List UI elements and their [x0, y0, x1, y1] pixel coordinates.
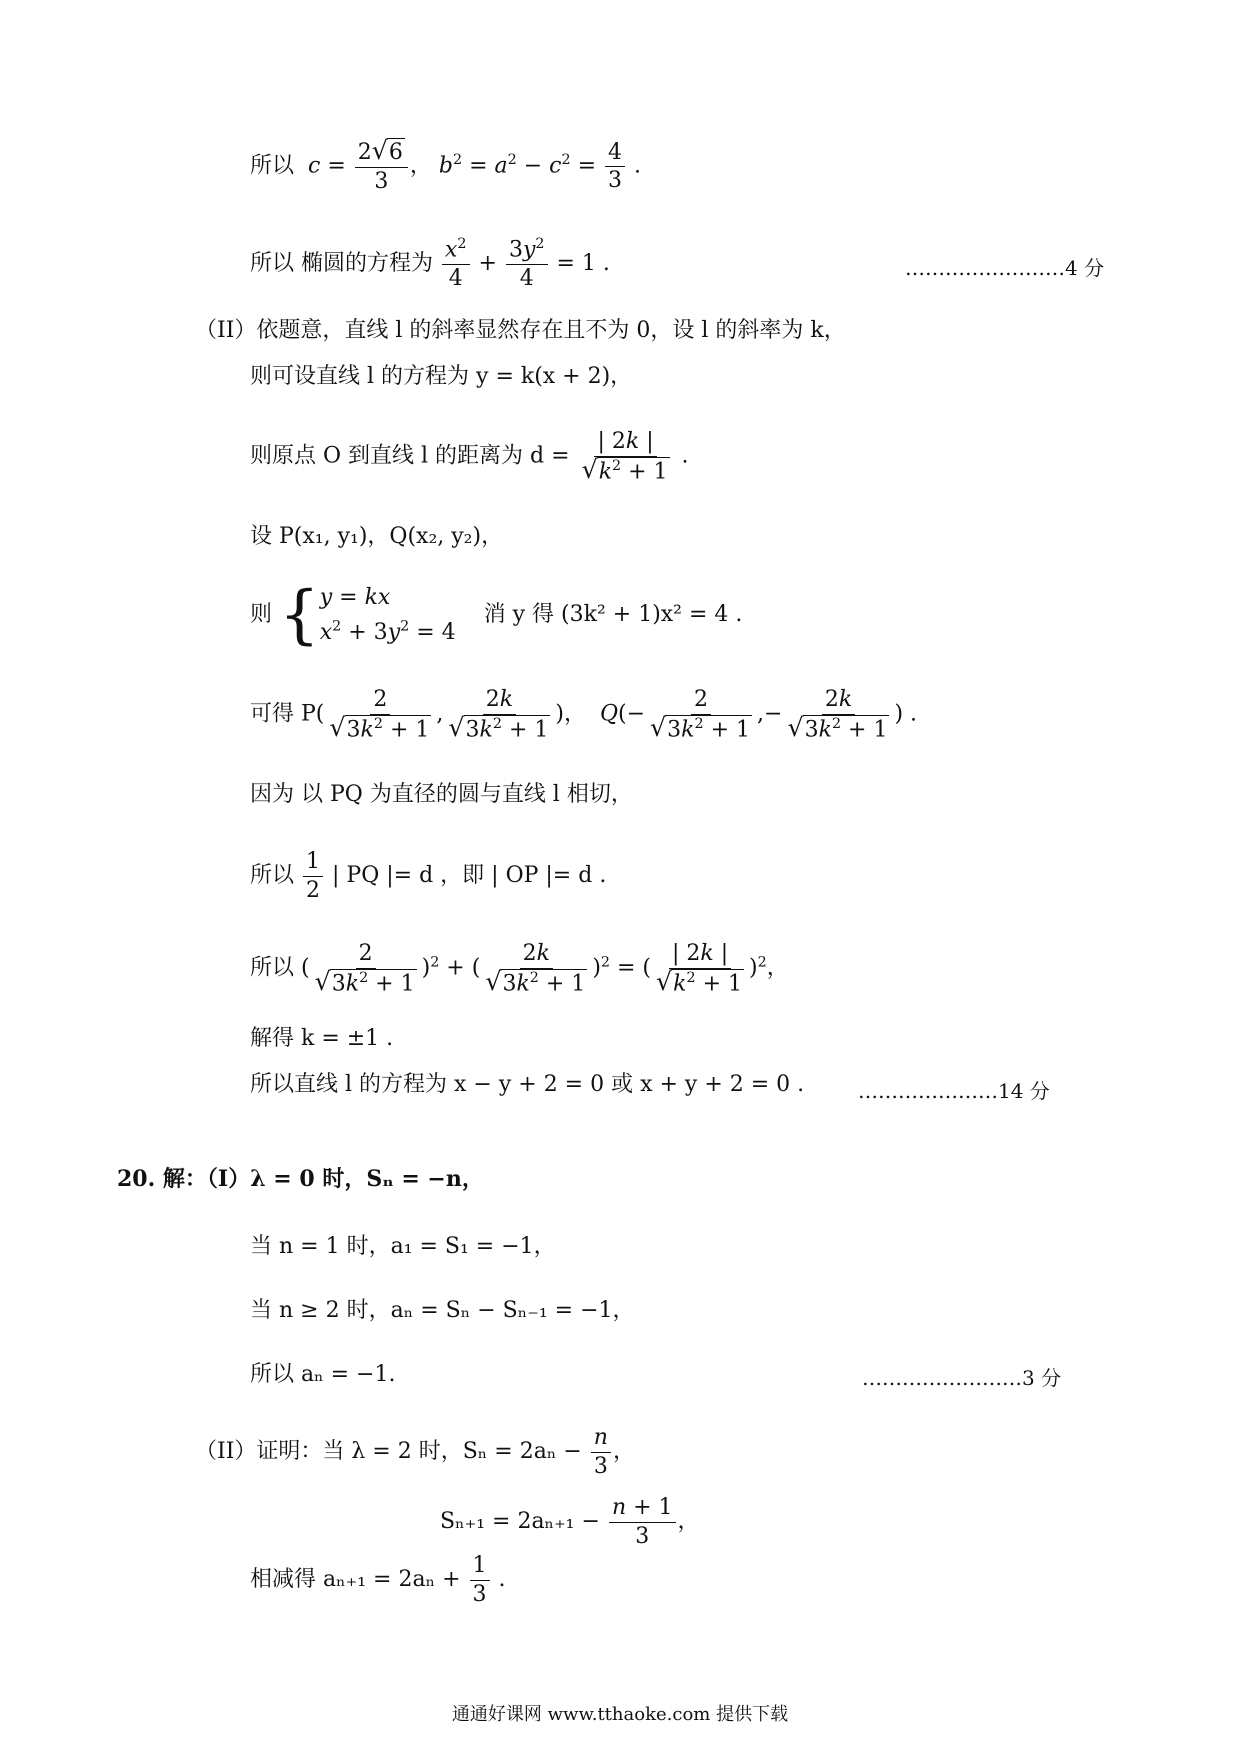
frac-4-3: $\frac{4}{3}$	[605, 139, 625, 195]
line-c-b: 所以 c = 2 √ 6 3 ， $b^2 = a^2 - c^2$ = $\frac{4}{3}$ .	[250, 136, 642, 194]
line-distance: 则原点 O 到直线 l 的距离为 d = | 2k | √ $k^2 + 1$ .	[250, 429, 689, 484]
score-3: ……………………3 分	[862, 1366, 1062, 1390]
label-suoyi: 所以	[250, 153, 295, 179]
q20-head: 20. 解：（I）λ = 0 时，Sₙ = −n，	[117, 1166, 484, 1192]
q20-line3: 当 n ≥ 2 时，aₙ = Sₙ − Sₙ₋₁ = −1，	[250, 1298, 635, 1323]
line-square-eq: 所以 ( 2 √ $3k^2 + 1$ )$^2$ + ( 2k √ $3k^2 + 1$ )$^2$ = ( | 2k | √ $k^2 + 1$ )$^2$，	[250, 941, 789, 996]
line-result-lines: 所以直线 l 的方程为 x − y + 2 = 0 或 x + y + 2 = 0 .	[250, 1072, 805, 1097]
line-tangent: 因为 以 PQ 为直径的圆与直线 l 相切，	[250, 782, 633, 807]
equation-system: { y = kx $x^2 + 3y^2 = 4$	[279, 578, 456, 653]
line-line-eq: 则可设直线 l 的方程为 y = k(x + 2)，	[250, 364, 633, 389]
line-half-pq: 所以 $\frac{1}{2}$ | PQ |= d ，即 | OP |= d .	[250, 849, 607, 903]
score-14: …………………14 分	[858, 1079, 1050, 1103]
q20-line5: （II）证明：当 λ = 2 时，Sₙ = 2aₙ − $\frac{n}{3}$ ，	[195, 1425, 635, 1479]
line-system: 则 { y = kx $x^2 + 3y^2 = 4$ 消 y 得 (3k² + 1)x² = 4 .	[250, 578, 743, 653]
line-pq-coords: 可得 P( 2 √ $3k^2 + 1$ , 2k √ $3k^2 + 1$ )， Q(− 2 √ $3k^2 + 1$ ,− 2k √ $3k^2 + 1$ ) .	[250, 687, 918, 742]
score-4: ……………………4 分	[905, 256, 1105, 280]
line-part2-intro: （II）依题意，直线 l 的斜率显然存在且不为 0，设 l 的斜率为 k，	[195, 318, 846, 343]
frac-2sqrt6-3: 2 √ 6 3	[355, 138, 408, 195]
label-ellipse: 所以 椭圆的方程为	[250, 251, 433, 277]
line-solve-k: 解得 k = ±1 .	[250, 1026, 394, 1051]
q20-line2: 当 n = 1 时，a₁ = S₁ = −1，	[250, 1234, 556, 1259]
line-ellipse: 所以 椭圆的方程为 $\frac{x^2}{4}$ + $\frac{3y^2}{4}$ = 1 .	[250, 236, 610, 291]
line-set-pq: 设 P(x₁, y₁)，Q(x₂, y₂)，	[250, 524, 504, 549]
q20-line4: 所以 aₙ = −1.	[250, 1362, 396, 1387]
page-footer: 通通好课网 www.tthaoke.com 提供下载	[451, 1704, 789, 1725]
q20-line7: 相减得 aₙ₊₁ = 2aₙ + $\frac{1}{3}$ .	[250, 1553, 506, 1607]
q20-line6: Sₙ₊₁ = 2aₙ₊₁ − $\frac{n + 1}{3}$ ，	[440, 1495, 700, 1549]
